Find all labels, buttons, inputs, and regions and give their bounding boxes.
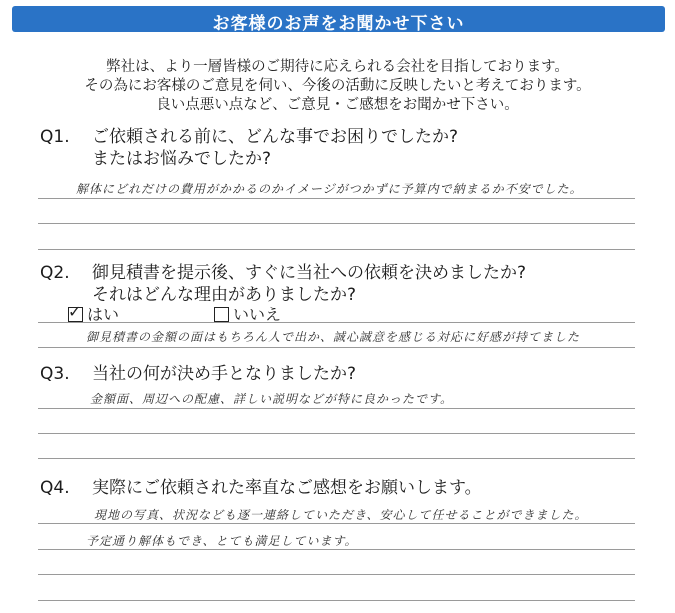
- q3-answer-rule-1: [38, 408, 635, 409]
- header-banner: [12, 6, 665, 32]
- q2-answer-line-1: 御見積書の金額の面はもちろん人で出か、誠心誠意を感じる対応に好感が持てました: [86, 330, 581, 344]
- q4-answer-rule-3: [38, 574, 635, 575]
- q2-yes-checkbox[interactable]: [68, 302, 83, 322]
- q1-number: Q1.: [40, 127, 70, 147]
- q3-answer-rule-2: [38, 433, 635, 434]
- q3-answer-rule-3: [38, 458, 635, 459]
- q4-answer-line-1: 現地の写真、状況なども逐一連絡していただき、安心して任せることができました。: [94, 508, 588, 522]
- q1-question-line-2: またはお悩みでしたか?: [92, 149, 272, 169]
- q3-number: Q3.: [40, 364, 70, 384]
- intro-line-3: 良い点悪い点など、ご意見・ご感想をお聞かせ下さい。: [156, 97, 519, 113]
- q2-number: Q2.: [40, 263, 70, 283]
- q4-answer-rule-1: [38, 523, 635, 524]
- q1-answer-line-1: 解体にどれだけの費用がかかるのかイメージがつかずに予算内で納まるか不安でした。: [76, 182, 583, 196]
- q1-answer-rule-1: [38, 198, 635, 199]
- q3-question-line-1: 当社の何が決め手となりましたか?: [92, 364, 357, 384]
- q2-no-checkbox[interactable]: [214, 307, 229, 322]
- q1-answer-rule-2: [38, 223, 635, 224]
- q1-question-line-1: ご依頼される前に、どんな事でお困りでしたか?: [92, 127, 459, 147]
- q3-answer-line-1: 金額面、周辺への配慮、詳しい説明などが特に良かったです。: [90, 392, 454, 406]
- q4-question-line-1: 実際にご依頼された率直なご感想をお願いします。: [92, 478, 482, 498]
- q2-yes-label: はい: [87, 305, 120, 324]
- page-title: お客様のお声をお聞かせ下さい: [212, 14, 465, 34]
- q2-question-line-1: 御見積書を提示後、すぐに当社への依頼を決めましたか?: [92, 263, 527, 283]
- q4-number: Q4.: [40, 478, 70, 498]
- q2-answer-rule-1: [38, 347, 635, 348]
- q4-answer-rule-2: [38, 549, 635, 550]
- intro-line-2: その為にお客様のご意見を伺い、今後の活動に反映したいと考えております。: [84, 78, 591, 94]
- checkmark-icon: ✓: [68, 302, 82, 321]
- q2-no-label: いいえ: [233, 305, 282, 324]
- q4-answer-rule-4: [38, 600, 635, 601]
- intro-line-1: 弊社は、より一層皆様のご期待に応えられる会社を目指しております。: [106, 59, 569, 75]
- q2-question-line-2: それはどんな理由がありましたか?: [92, 285, 357, 305]
- q4-answer-line-2: 予定通り解体もでき、とても満足しています。: [86, 534, 358, 548]
- q1-answer-rule-3: [38, 249, 635, 250]
- q2-answer-rule-0: [38, 322, 635, 323]
